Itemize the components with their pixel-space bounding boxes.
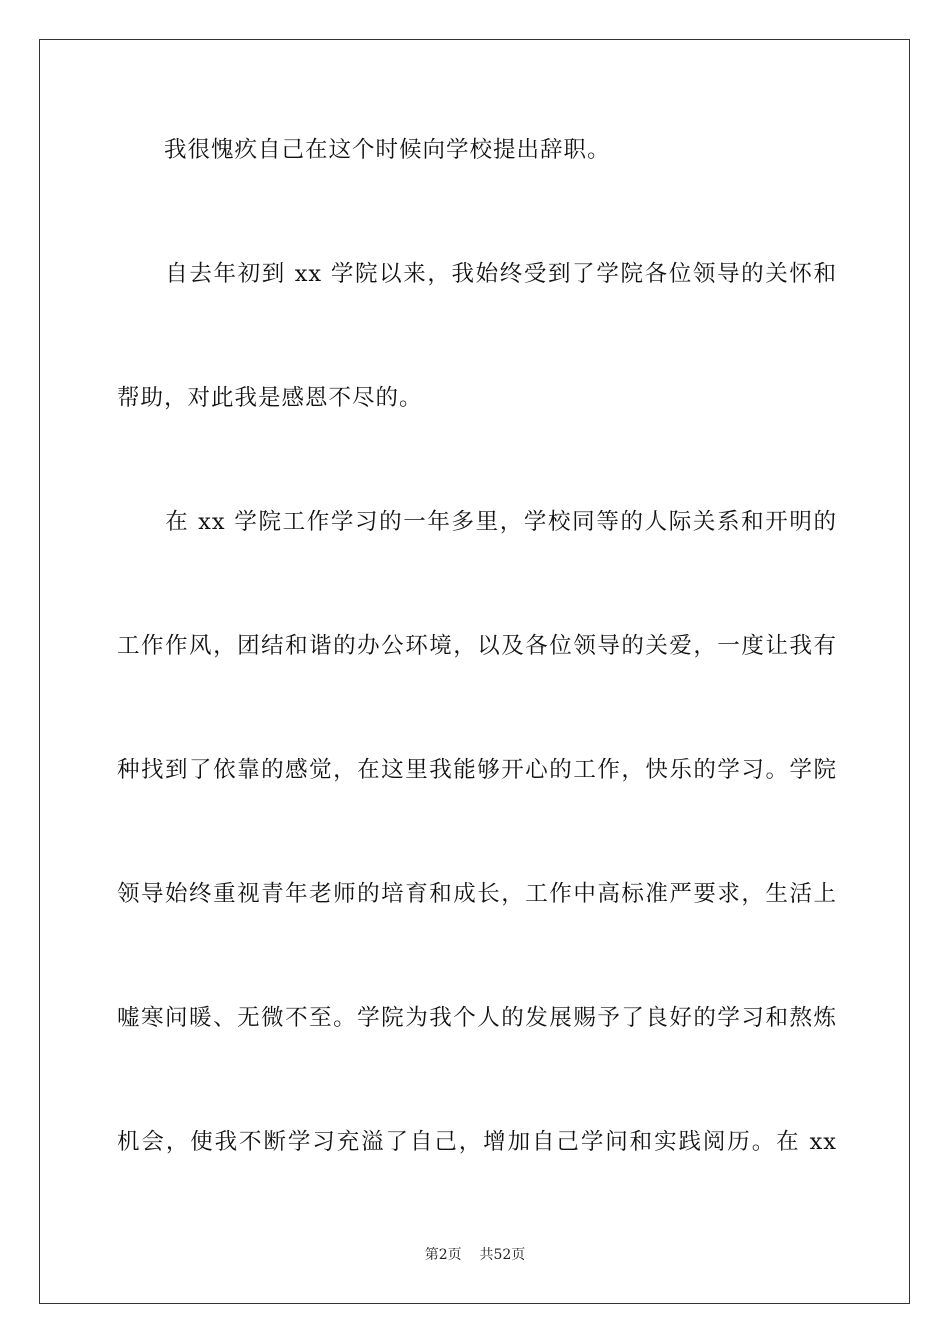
page-border — [39, 39, 910, 1304]
total-pages: 共52页 — [479, 1247, 526, 1263]
paragraph-line-4: 在 xx 学院工作学习的一年多里，学校同等的人际关系和开明的 — [117, 509, 837, 535]
paragraph-line-1: 我很愧疚自己在这个时候向学校提出辞职。 — [117, 137, 611, 163]
paragraph-line-2: 自去年初到 xx 学院以来，我始终受到了学院各位领导的关怀和 — [117, 261, 837, 287]
paragraph-line-8: 嘘寒问暖、无微不至。学院为我个人的发展赐予了良好的学习和熬炼 — [117, 1005, 837, 1031]
paragraph-line-5: 工作作风，团结和谐的办公环境，以及各位领导的关爱，一度让我有 — [117, 633, 837, 659]
paragraph-line-6: 种找到了依靠的感觉，在这里我能够开心的工作，快乐的学习。学院 — [117, 757, 837, 783]
page-number: 第2页 — [424, 1247, 462, 1263]
paragraph-line-3: 帮助，对此我是感恩不尽的。 — [117, 385, 423, 411]
paragraph-line-9: 机会，使我不断学习充溢了自己，增加自己学问和实践阅历。在 xx — [117, 1129, 837, 1155]
page-footer — [0, 1246, 950, 1264]
paragraph-line-7: 领导始终重视青年老师的培育和成长，工作中高标准严要求，生活上 — [117, 881, 837, 907]
